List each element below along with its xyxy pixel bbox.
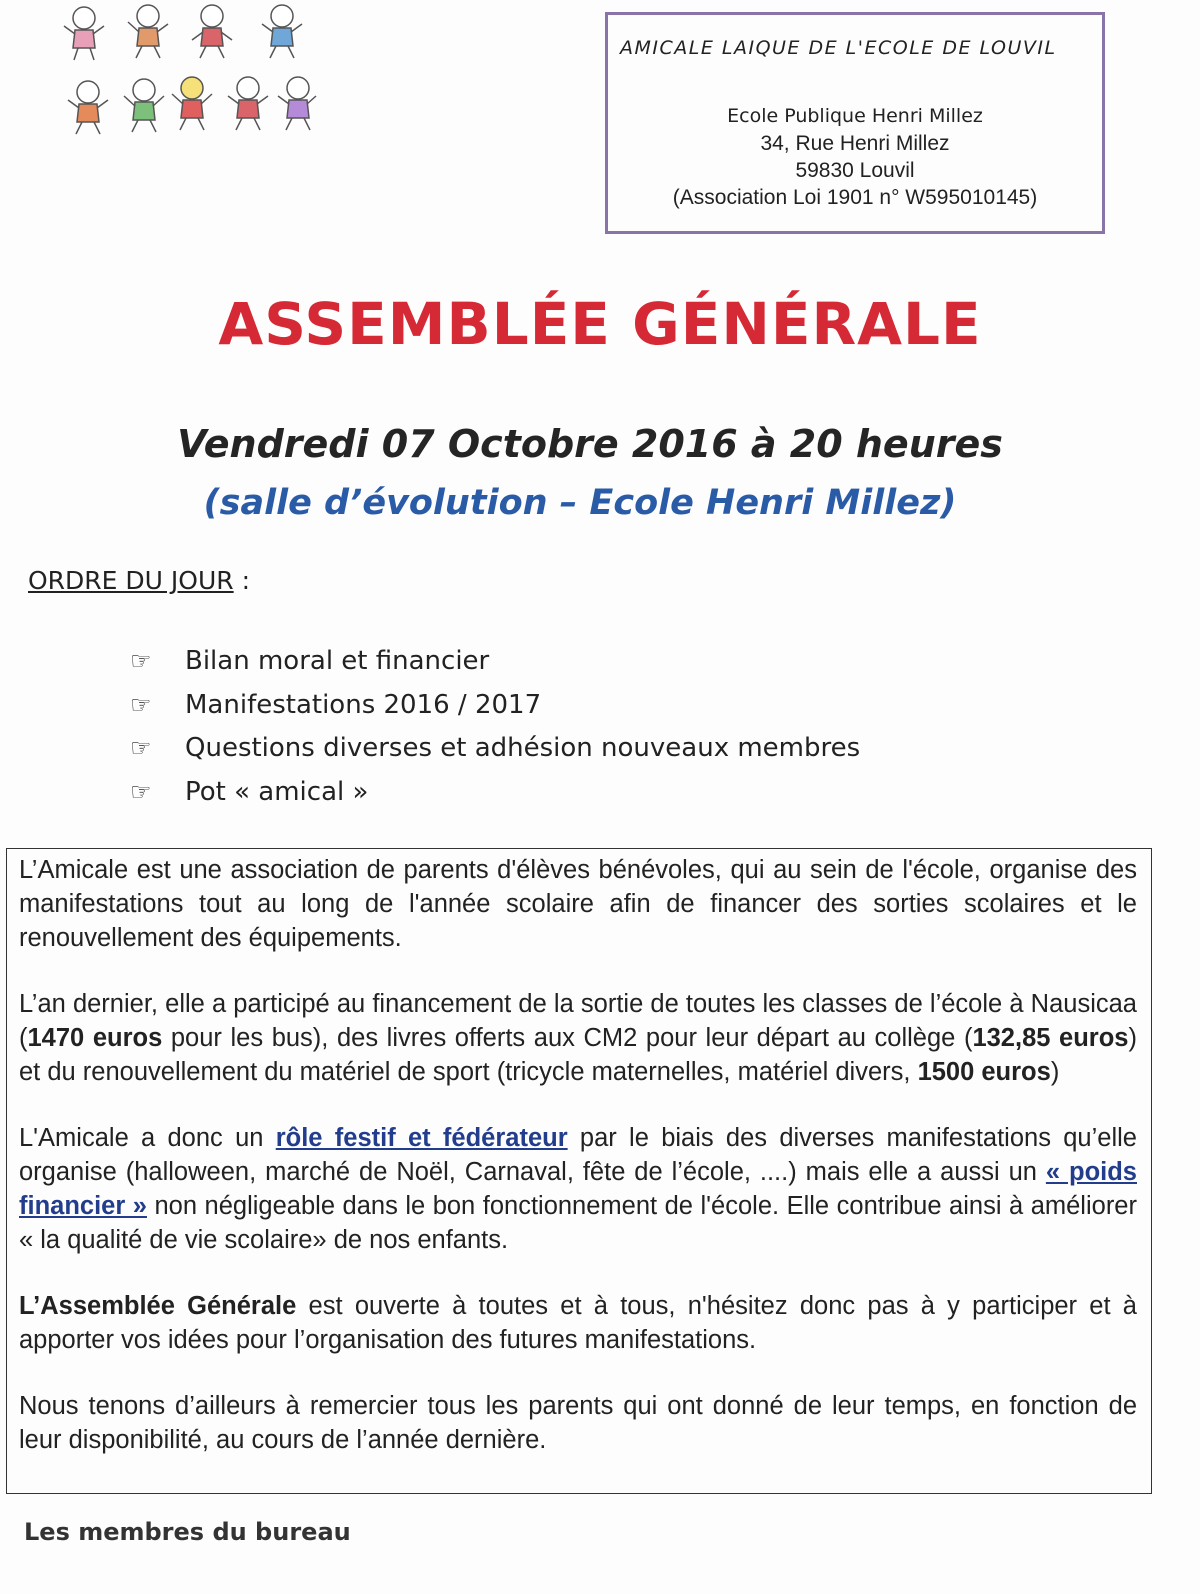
paragraph-intro: L’Amicale est une association de parents d'élèves bénévoles, qui au sein de l'école, organise des manifestations tout au long de l'année scolaire afin de financer des sorties scolaires et le renouvellement des équipements. <box>19 856 1137 952</box>
association-registration: (Association Loi 1901 n° W595010145) <box>672 186 1038 209</box>
text-span: ) <box>1050 1058 1060 1086</box>
poids-financier-link[interactable]: « poids financier » <box>19 1158 1137 1220</box>
child-figure <box>228 77 268 130</box>
paragraph-thanks: Nous tenons d’ailleurs à remercier tous les parents qui ont donné de leur temps, en fonction de leur disponibilité, au cours de l’année dernière. <box>19 1392 1137 1454</box>
agenda-item-label: Manifestations 2016 / 2017 <box>185 689 542 720</box>
association-address <box>608 103 1102 211</box>
meeting-place: (salle d’évolution – Ecole Henri Millez) <box>203 483 957 523</box>
text-span: L’an dernier, elle a participé au financement de la sortie de toutes les classes de l’école à Nausicaa ( <box>19 990 1137 1052</box>
street-address: 34, Rue Henri Millez <box>760 132 950 155</box>
child-figure <box>124 79 164 132</box>
agenda-item <box>130 771 860 815</box>
agenda-item <box>130 684 860 728</box>
child-figure <box>64 7 104 60</box>
text-span: L'Amicale a donc un <box>19 1124 276 1152</box>
child-figure <box>128 5 168 58</box>
signature: Les membres du bureau <box>24 1518 351 1546</box>
city-postcode: 59830 Louvil <box>795 159 915 182</box>
child-figure <box>278 77 316 130</box>
text-span: ) et du renouvellement du matériel de sport (tricycle maternelles, matériel divers, <box>19 1024 1137 1086</box>
text-span: non négligeable dans le bon fonctionnement de l'école. Elle contribue ainsi à améliorer « la qualité de vie scolaire» de nos enfants. <box>19 1192 1137 1254</box>
pointing-hand-icon: ☞ <box>130 777 152 806</box>
agenda-item <box>130 640 860 684</box>
amount-bus: 1470 euros <box>27 1024 163 1052</box>
assembly-name: L’Assemblée Générale <box>19 1292 297 1320</box>
pointing-hand-icon: ☞ <box>130 734 152 762</box>
paragraph-funding <box>19 987 1137 1089</box>
child-figure <box>68 81 108 134</box>
text-span: pour les bus), des livres offerts aux CM2 pour leur départ au collège ( <box>162 1024 973 1052</box>
description-box <box>6 848 1152 1494</box>
child-figure <box>172 77 212 130</box>
role-festif-link[interactable]: rôle festif et fédérateur <box>275 1124 568 1152</box>
pointing-hand-icon: ☞ <box>130 690 152 719</box>
association-name: AMICALE LAIQUE DE L'ECOLE DE LOUVIL <box>620 37 1057 59</box>
meeting-date: Vendredi 07 Octobre 2016 à 20 heures <box>177 422 1003 466</box>
agenda-heading-colon: : <box>233 566 251 595</box>
children-illustration <box>60 0 320 145</box>
agenda-item <box>130 727 860 771</box>
child-figure <box>192 5 232 58</box>
page-title: ASSEMBLÉE GÉNÉRALE <box>218 290 982 358</box>
text-span: par le biais des diverses manifestations qu’elle organise (halloween, marché de Noël, Carnaval, fête de l’école, ....) mais elle a aussi un <box>19 1124 1137 1186</box>
agenda-heading-label: ORDRE DU JOUR <box>28 566 234 595</box>
agenda-list <box>130 640 860 814</box>
child-figure <box>262 5 302 58</box>
text-span: est ouverte à toutes et à tous, n'hésitez donc pas à y participer et à apporter vos idées pour l’organisation des futures manifestations. <box>19 1292 1137 1354</box>
paragraph-role <box>19 1121 1137 1257</box>
pointing-hand-icon: ☞ <box>130 647 152 675</box>
paragraph-invitation <box>19 1289 1137 1357</box>
amount-books: 132,85 euros <box>972 1024 1129 1052</box>
agenda-heading <box>28 566 250 595</box>
school-name: Ecole Publique Henri Millez <box>727 105 983 127</box>
association-header-box <box>605 12 1105 234</box>
agenda-item-label: Pot « amical » <box>185 776 369 807</box>
agenda-item-label: Bilan moral et financier <box>185 646 490 676</box>
agenda-item-label: Questions diverses et adhésion nouveaux membres <box>185 733 861 763</box>
amount-sport: 1500 euros <box>917 1058 1051 1086</box>
